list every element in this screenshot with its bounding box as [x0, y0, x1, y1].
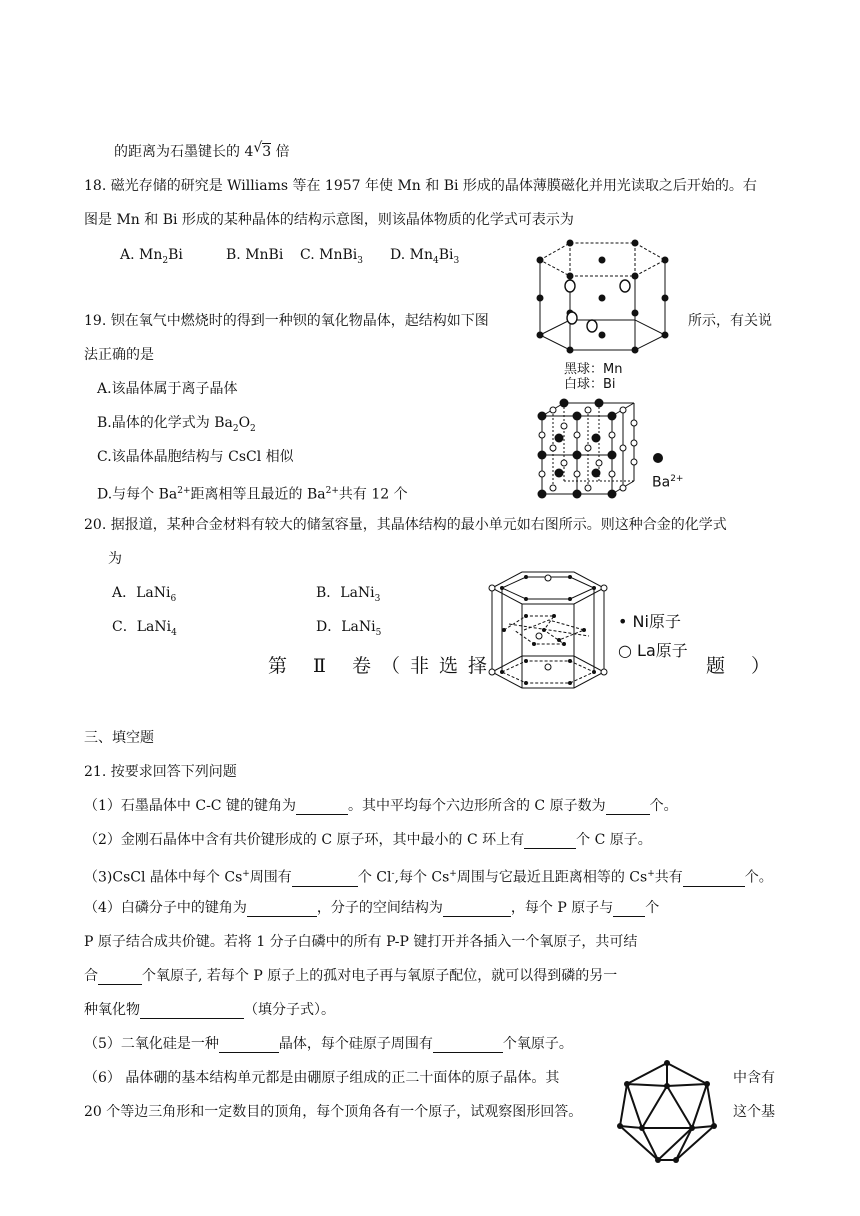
q21-part-6-line-1: （6） 晶体硼的基本结构单元都是由硼原子组成的正二十面体的原子晶体。其 — [84, 1070, 560, 1086]
q18-stem-2: 图是 Mn 和 Bi 形成的某种晶体的结构示意图，则该晶体物质的化学式可表示为 — [84, 212, 574, 228]
answer-blank[interactable] — [524, 834, 576, 849]
q18-stem-1: 18. 磁光存储的研究是 Williams 等在 1957 年使 Mn 和 Bi 形成的晶体薄膜磁化并用光读取之后开始的。右 — [84, 178, 757, 194]
q21-part-4-line-3: 合 个氧原子, 若每个 P 原子上的孤对电子再与氧原子配位，就可以得到磷的另一 — [84, 968, 618, 984]
q19-option-d: D.与每个 $Ba^{2+}$距离相等且最近的 $Ba^{2+}$共有 12 个 — [97, 486, 408, 503]
q21-part-1: （1）石墨晶体中 C-C 键的键角为 。其中平均每个六边形所含的 C 原子数为 个。 — [84, 798, 678, 814]
q20-option-a: A．LaNi$_6$ — [112, 585, 177, 604]
q18-option-c: C. MnBi$_3$ — [300, 247, 363, 266]
answer-blank[interactable] — [683, 872, 745, 887]
answer-blank[interactable] — [247, 902, 317, 917]
part-two-header-right: 题 ） — [706, 655, 781, 677]
q20-stem-2: 为 — [108, 551, 122, 567]
la-legend: ○ La原子 — [618, 641, 688, 660]
q19-option-b: B.晶体的化学式为 $Ba_2O_2$ — [97, 415, 256, 434]
answer-blank[interactable] — [219, 1038, 279, 1053]
q21-part-4-line-4: 种氧化物 （填分子式）。 — [84, 1002, 335, 1018]
bi-legend: 白球：Bi — [564, 377, 616, 392]
q21-part-4-line-2: P 原子结合成共价键。若将 1 分子白磷中的所有 P-P 键打开并各插入一个氧原子，共可结 — [84, 934, 638, 950]
q20-option-d: D．LaNi$_5$ — [316, 619, 382, 638]
q21-part-2: （2）金刚石晶体中含有共价键形成的 C 原子环，其中最小的 C 环上有 个 C 原子。 — [84, 832, 652, 848]
boron-icosahedron-figure — [614, 1060, 720, 1164]
q21-part-6-line-1-tail: 中含有 — [733, 1070, 775, 1086]
q18-option-b: B. MnBi — [226, 247, 284, 263]
section-three-heading: 三、填空题 — [84, 730, 154, 746]
answer-blank[interactable] — [433, 1038, 503, 1053]
answer-blank[interactable] — [606, 800, 650, 815]
q20-option-b: B．LaNi$_3$ — [316, 585, 381, 604]
q19-stem-1: 19. 钡在氧气中燃烧时的得到一种钡的氧化物晶体，起结构如下图 — [84, 313, 489, 329]
q19-stem-2: 法正确的是 — [84, 347, 154, 363]
ba-legend-dot — [652, 452, 664, 464]
continuation-line: 的距离为石墨键长的 4√3 倍 — [114, 140, 290, 160]
q18-option-a: A. $Mn_2Bi$ — [120, 247, 183, 266]
q21-part-4-line-1: （4）白磷分子中的键角为 ，分子的空间结构为 ，每个 P 原子与 个 — [84, 900, 660, 916]
q19-option-c: C.该晶体晶胞结构与 CsCl 相似 — [97, 449, 294, 465]
q21-part-5: （5）二氧化硅是一种 晶体，每个硅原子周围有 个氧原子。 — [84, 1036, 573, 1052]
ni-legend: • Ni原子 — [618, 612, 681, 631]
mn-bi-crystal-figure — [530, 238, 675, 358]
lani-alloy-cell-figure — [484, 568, 612, 698]
answer-blank[interactable] — [98, 970, 142, 985]
q20-option-c: C．LaNi$_4$ — [112, 619, 177, 638]
q21-title: 21. 按要求回答下列问题 — [84, 764, 237, 780]
q19-stem-1-tail: 所示，有关说 — [688, 313, 772, 329]
q21-part-6-line-2-tail: 这个基 — [733, 1104, 775, 1120]
q19-option-a: A.该晶体属于离子晶体 — [97, 381, 238, 397]
part-two-header-left: 第 Ⅱ 卷（非选择 — [268, 655, 497, 677]
ba-legend-label: $Ba^{2+}$ — [652, 474, 684, 491]
q18-option-d: D. $Mn_4Bi_3$ — [390, 247, 460, 266]
barium-oxide-lattice-figure — [534, 398, 644, 502]
q21-part-3: （3)CsCl 晶体中每个 Cs+周围有 个 Cl-,每个 Cs+周围与它最近且距离相等的 Cs+共有 个。 — [84, 869, 773, 886]
answer-blank[interactable] — [613, 902, 645, 917]
q20-stem-1: 20. 据报道，某种合金材料有较大的储氢容量，其晶体结构的最小单元如右图所示。则这种合金的化学式 — [84, 517, 727, 533]
mn-legend: 黑球：Mn — [564, 362, 623, 377]
answer-blank[interactable] — [140, 1004, 244, 1019]
answer-blank[interactable] — [292, 872, 358, 887]
answer-blank[interactable] — [296, 800, 348, 815]
answer-blank[interactable] — [443, 902, 511, 917]
q21-part-6-line-2: 20 个等边三角形和一定数目的顶角，每个顶角各有一个原子，试观察图形回答。 — [84, 1104, 583, 1120]
